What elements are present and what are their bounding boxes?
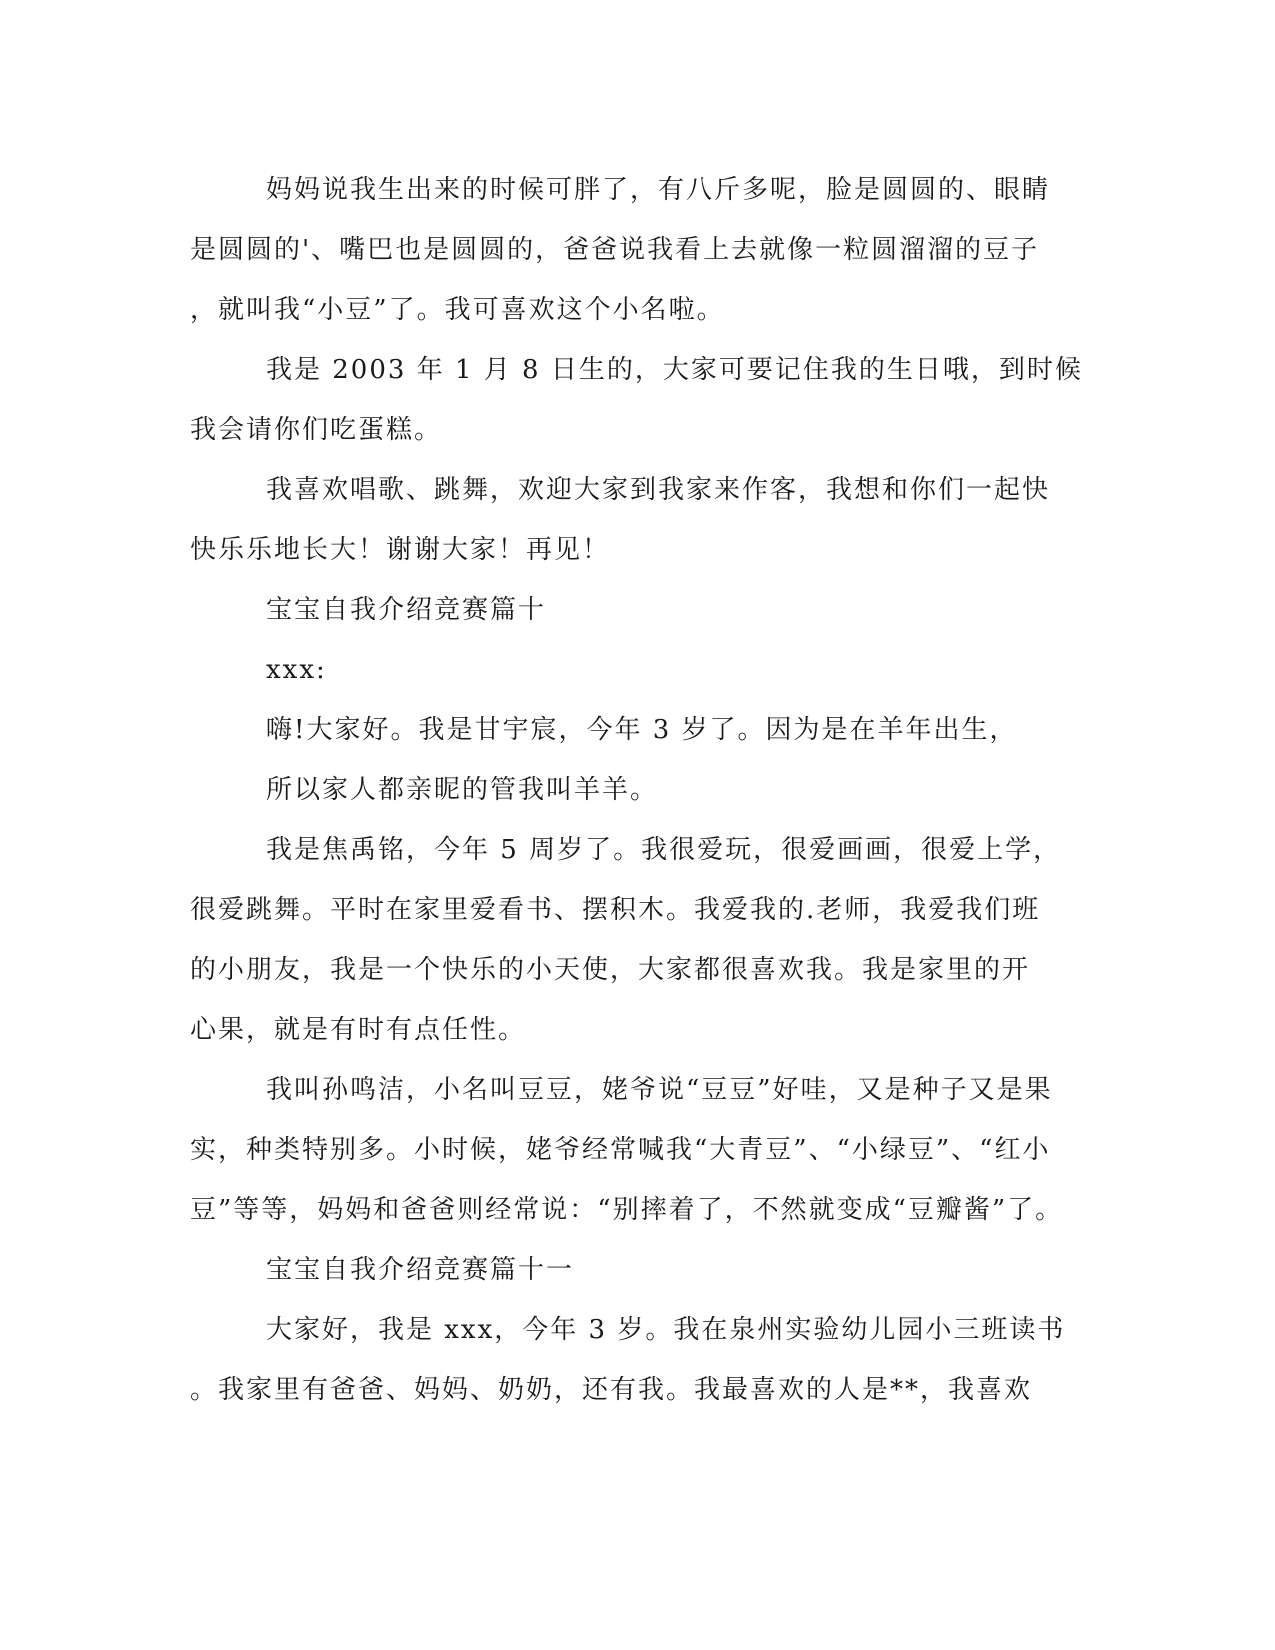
text-line: 豆”等等，妈妈和爸爸则经常说：“别摔着了，不然就变成“豆瓣酱”了。	[190, 1195, 1064, 1225]
text-line: 心果，就是有时有点任性。	[190, 1015, 527, 1045]
text-line: 我是 2003 年 1 月 8 日生的，大家可要记住我的生日哦，到时候	[266, 355, 1083, 385]
text-line: 快乐乐地长大！谢谢大家！再见！	[190, 535, 611, 565]
text-line: ，就叫我“小豆”了。我可喜欢这个小名啦。	[190, 295, 725, 325]
paragraph-jiao-yuming	[190, 820, 1090, 1060]
paragraph-nickname	[190, 160, 1090, 340]
paragraph-hobbies	[190, 460, 1090, 580]
paragraph-kindergarten	[190, 1300, 1090, 1420]
paragraph-birthday	[190, 340, 1090, 460]
text-line: 很爱跳舞。平时在家里爱看书、摆积木。我爱我的.老师，我爱我们班	[190, 895, 1041, 925]
text-line: 的小朋友，我是一个快乐的小天使，大家都很喜欢我。我是家里的开	[190, 955, 1031, 985]
document-body	[190, 160, 1090, 1420]
text-line: 所以家人都亲昵的管我叫羊羊。	[266, 775, 659, 805]
text-line: 我叫孙鸣洁，小名叫豆豆，姥爷说“豆豆”好哇，又是种子又是果	[266, 1075, 1053, 1105]
text-line: 我喜欢唱歌、跳舞，欢迎大家到我家来作客，我想和你们一起快	[266, 475, 1051, 505]
paragraph-greeting	[190, 700, 1090, 760]
text-line: xxx:	[266, 655, 327, 685]
paragraph-sun-mingjie	[190, 1060, 1090, 1240]
text-line: 嗨!大家好。我是甘宇宸，今年 3 岁了。因为是在羊年出生，	[266, 715, 1018, 745]
text-line: 我会请你们吃蛋糕。	[190, 415, 443, 445]
text-line: 。我家里有爸爸、妈妈、奶奶，还有我。我最喜欢的人是**，我喜欢	[190, 1375, 1033, 1405]
section-heading-10	[190, 580, 1090, 640]
section-heading-11	[190, 1240, 1090, 1300]
text-line: 是圆圆的'、嘴巴也是圆圆的，爸爸说我看上去就像一粒圆溜溜的豆子	[190, 235, 1040, 265]
text-line: 实，种类特别多。小时候，姥爷经常喊我“大青豆”、“小绿豆”、“红小	[190, 1135, 1051, 1165]
heading-text: 宝宝自我介绍竞赛篇十	[266, 595, 547, 625]
text-line: 我是焦禹铭，今年 5 周岁了。我很爱玩，很爱画画，很爱上学，	[266, 835, 1062, 865]
paragraph-yangyang	[190, 760, 1090, 820]
heading-text: 宝宝自我介绍竞赛篇十一	[266, 1255, 575, 1285]
text-line: 大家好，我是 xxx，今年 3 岁。我在泉州实验幼儿园小三班读书	[266, 1315, 1066, 1345]
text-line: 妈妈说我生出来的时候可胖了，有八斤多呢，脸是圆圆的、眼睛	[266, 175, 1051, 205]
paragraph-salutation	[190, 640, 1090, 700]
